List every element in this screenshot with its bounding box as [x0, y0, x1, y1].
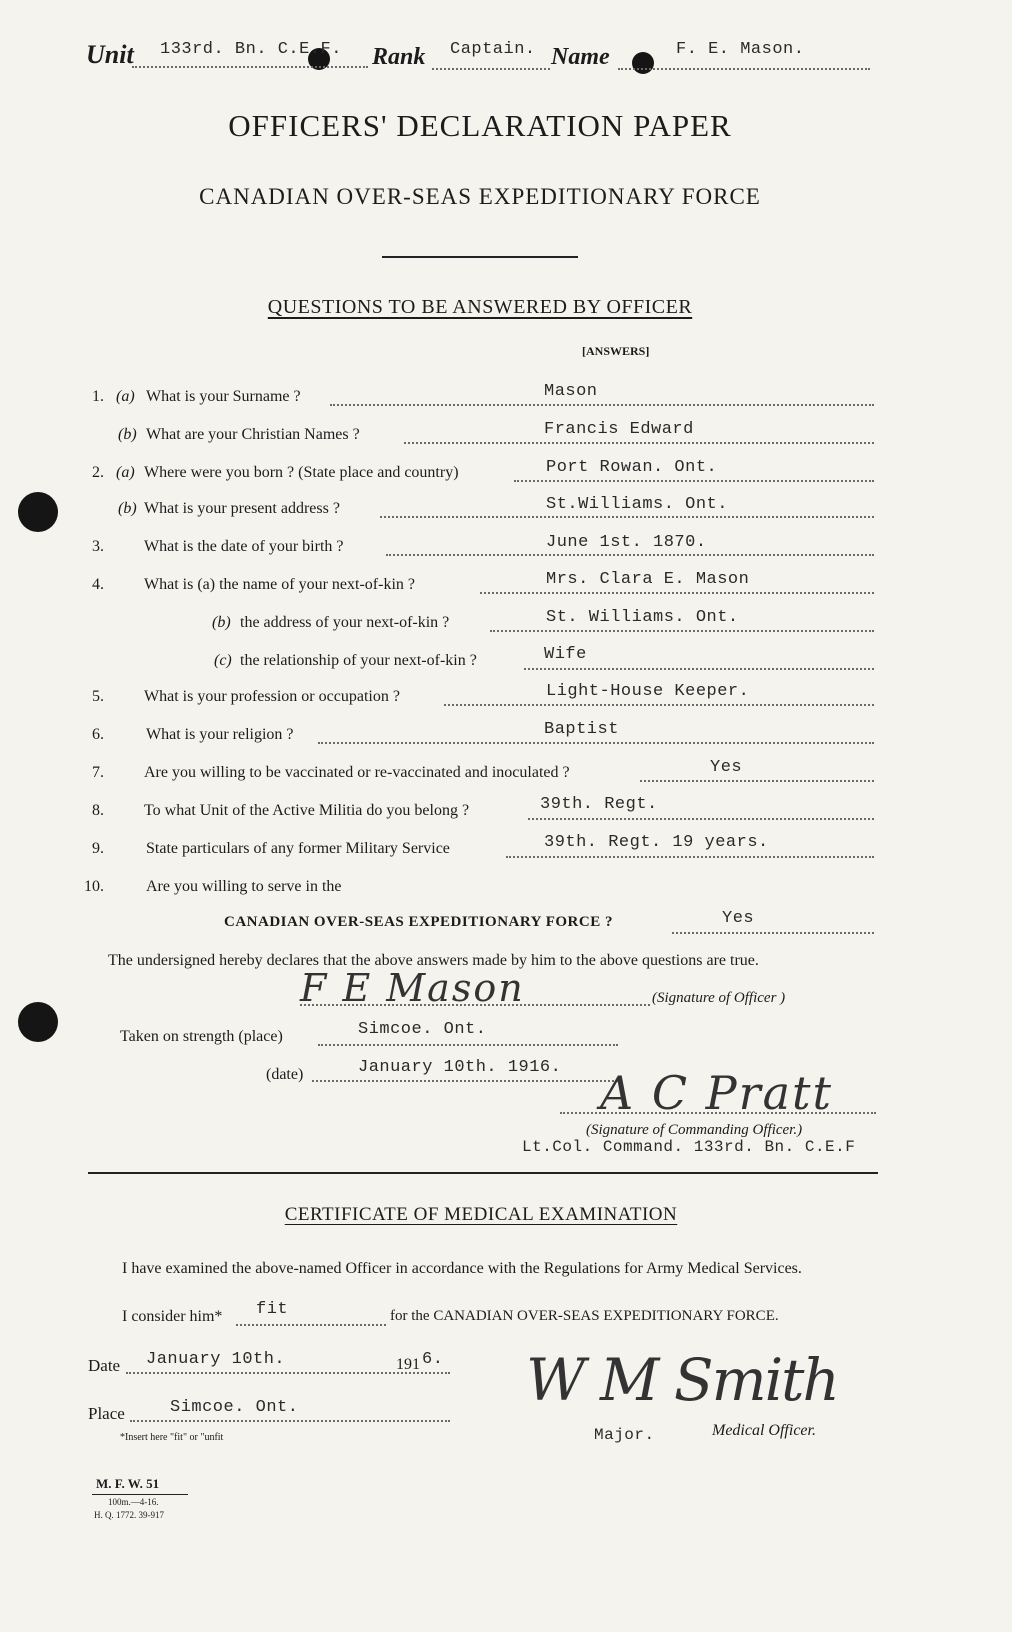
q2b-line — [380, 516, 874, 518]
q3-answer: June 1st. 1870. — [546, 533, 707, 552]
q10-answer: Yes — [722, 909, 755, 928]
punch-hole — [632, 52, 654, 74]
q6-line — [318, 742, 874, 744]
q4c-text: the relationship of your next-of-kin ? — [240, 652, 477, 669]
form-code: M. F. W. 51 — [96, 1476, 160, 1491]
q8-answer: 39th. Regt. — [540, 795, 658, 814]
q4b-line — [490, 630, 874, 632]
name-label: Name — [551, 44, 610, 70]
q2a-line — [514, 480, 874, 482]
q9-number: 9. — [92, 840, 104, 857]
consider-line — [236, 1324, 386, 1326]
unit-value: 133rd. Bn. C.E.F. — [160, 40, 342, 59]
q1a-line — [330, 404, 874, 406]
taken-date-label: (date) — [266, 1066, 304, 1083]
q2b-answer: St.Williams. Ont. — [546, 495, 728, 514]
q4a-answer: Mrs. Clara E. Mason — [546, 570, 750, 589]
medical-place-value: Simcoe. Ont. — [170, 1398, 299, 1417]
co-signature-line — [560, 1112, 876, 1114]
q1b-part: (b) — [118, 426, 137, 443]
q1b-text: What are your Christian Names ? — [146, 426, 360, 443]
medical-date-value: January 10th. — [146, 1350, 286, 1369]
q1a-text: What is your Surname ? — [146, 388, 301, 405]
q8-number: 8. — [92, 802, 104, 819]
section-divider — [88, 1172, 878, 1174]
medical-year-prefix: 191 — [396, 1356, 420, 1373]
q7-line — [640, 780, 874, 782]
punch-hole — [18, 1002, 58, 1042]
q2b-text: What is your present address ? — [144, 500, 340, 517]
q9-line — [506, 856, 874, 858]
taken-place-value: Simcoe. Ont. — [358, 1020, 487, 1039]
q5-answer: Light-House Keeper. — [546, 682, 750, 701]
rank-value: Captain. — [450, 40, 536, 59]
consider-prefix: I consider him* — [122, 1308, 223, 1325]
co-title: Lt.Col. Command. 133rd. Bn. C.E.F — [522, 1138, 856, 1156]
unit-label: Unit — [86, 40, 134, 69]
q10-text-2: CANADIAN OVER-SEAS EXPEDITIONARY FORCE ? — [224, 914, 613, 930]
q4b-part: (b) — [212, 614, 231, 631]
medical-officer-rank: Major. — [594, 1426, 655, 1444]
q5-number: 5. — [92, 688, 104, 705]
taken-date-value: January 10th. 1916. — [358, 1058, 562, 1077]
q6-answer: Baptist — [544, 720, 619, 739]
q1b-answer: Francis Edward — [544, 420, 694, 439]
q5-line — [444, 704, 874, 706]
q10-number: 10. — [84, 878, 104, 895]
name-line — [618, 68, 870, 70]
name-value: F. E. Mason. — [676, 40, 805, 59]
q7-answer: Yes — [710, 758, 743, 777]
q1a-answer: Mason — [544, 382, 598, 401]
q4b-text: the address of your next-of-kin ? — [240, 614, 450, 631]
officer-signature-line — [300, 1004, 650, 1006]
q4b-answer: St. Williams. Ont. — [546, 608, 739, 627]
q4-number: 4. — [92, 576, 104, 593]
page-subtitle: CANADIAN OVER-SEAS EXPEDITIONARY FORCE — [199, 184, 761, 209]
medical-officer-label: Medical Officer. — [712, 1422, 816, 1439]
officer-signature: F E Mason — [300, 966, 525, 1010]
q4c-line — [524, 668, 874, 670]
officer-signature-label: (Signature of Officer ) — [652, 990, 786, 1006]
q2a-text: Where were you born ? (State place and country) — [144, 464, 459, 481]
medical-year-digit: 6. — [422, 1350, 444, 1369]
q4c-part: (c) — [214, 652, 232, 669]
form-print-1: 100m.—4-16. — [108, 1497, 159, 1507]
declaration-statement: The undersigned hereby declares that the above answers made by him to the above questions are true. — [108, 952, 759, 969]
q1a-part: (a) — [116, 388, 135, 405]
q1b-line — [404, 442, 874, 444]
q10-line — [672, 932, 874, 934]
q4a-text: What is (a) the name of your next-of-kin ? — [144, 576, 416, 593]
rank-label: Rank — [372, 44, 426, 70]
medical-place-label: Place — [88, 1404, 125, 1423]
q8-text: To what Unit of the Active Militia do you belong ? — [144, 802, 470, 819]
form-print-2: H. Q. 1772. 39-917 — [94, 1510, 164, 1520]
taken-date-line — [312, 1080, 618, 1082]
medical-heading: CERTIFICATE OF MEDICAL EXAMINATION — [284, 1204, 678, 1225]
q1-number: 1. — [92, 388, 104, 405]
q2a-answer: Port Rowan. Ont. — [546, 458, 718, 477]
medical-date-label: Date — [88, 1356, 121, 1375]
q9-answer: 39th. Regt. 19 years. — [544, 833, 769, 852]
rank-line — [432, 68, 550, 70]
q2a-part: (a) — [116, 464, 135, 481]
q6-number: 6. — [92, 726, 104, 743]
consider-suffix: for the CANADIAN OVER-SEAS EXPEDITIONARY FORCE. — [390, 1308, 779, 1324]
q3-text: What is the date of your birth ? — [144, 538, 344, 555]
medical-footnote: *Insert here "fit" or "unfit — [120, 1432, 224, 1443]
q2b-part: (b) — [118, 500, 137, 517]
q10-text: Are you willing to serve in the — [146, 878, 342, 895]
form-code-rule — [92, 1494, 188, 1495]
q9-text: State particulars of any former Military Service — [146, 840, 450, 857]
q2-number: 2. — [92, 464, 104, 481]
taken-place-line — [318, 1044, 618, 1046]
q3-line — [386, 554, 874, 556]
page-title: OFFICERS' DECLARATION PAPER — [228, 108, 732, 143]
q6-text: What is your religion ? — [146, 726, 294, 743]
q8-line — [528, 818, 874, 820]
q3-number: 3. — [92, 538, 104, 555]
co-signature-label: (Signature of Commanding Officer.) — [586, 1122, 803, 1138]
medical-statement: I have examined the above-named Officer in accordance with the Regulations for Army Medical Services. — [122, 1260, 802, 1277]
commanding-officer-signature: A C Pratt — [600, 1066, 833, 1120]
medical-place-line — [130, 1420, 450, 1422]
answers-label: [ANSWERS] — [582, 344, 650, 358]
unit-line — [132, 66, 368, 68]
consider-value: fit — [256, 1300, 289, 1319]
medical-officer-signature: W M Smith — [526, 1346, 838, 1414]
q4a-line — [480, 592, 874, 594]
q5-text: What is your profession or occupation ? — [144, 688, 400, 705]
punch-hole — [18, 492, 58, 532]
q7-text: Are you willing to be vaccinated or re-vaccinated and inoculated ? — [144, 764, 570, 781]
q7-number: 7. — [92, 764, 104, 781]
taken-on-strength-label: Taken on strength (place) — [120, 1028, 283, 1045]
q4c-answer: Wife — [544, 645, 587, 664]
section-heading: QUESTIONS TO BE ANSWERED BY OFFICER — [267, 296, 693, 318]
title-rule — [382, 256, 578, 258]
